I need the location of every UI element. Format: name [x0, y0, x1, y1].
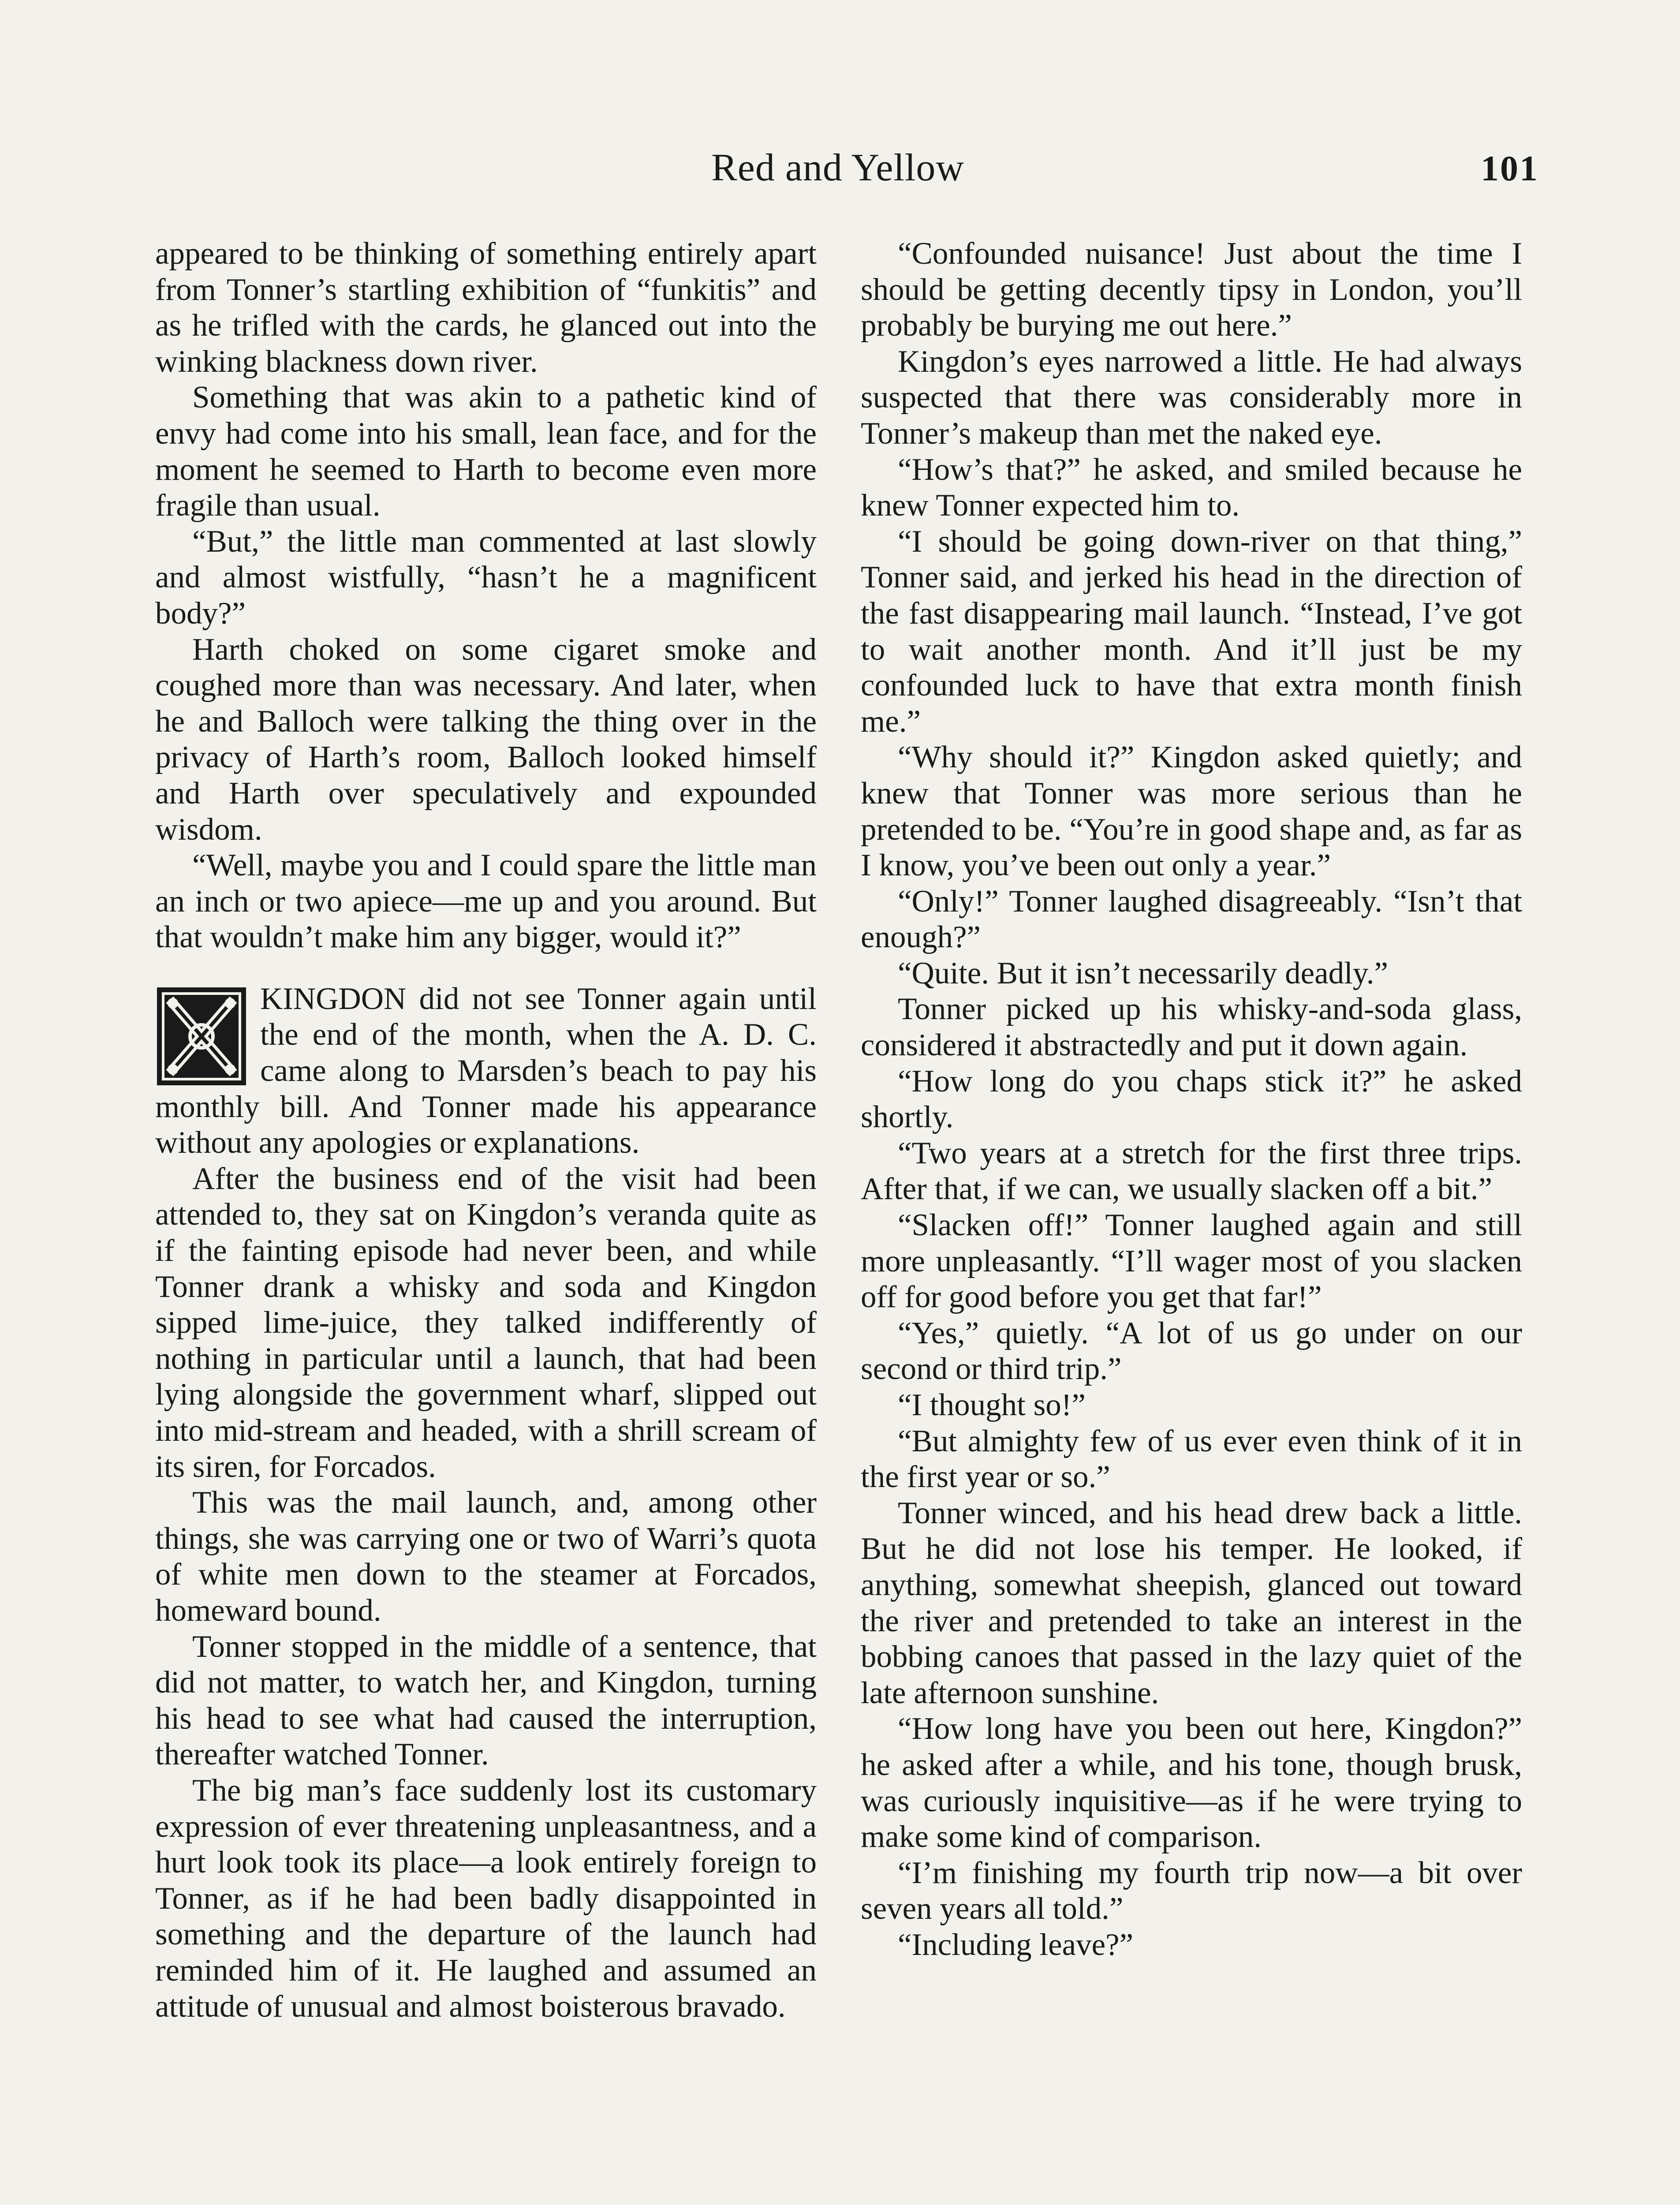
paragraph: Something that was akin to a pathetic kind of envy had come into his small, lean face, and for the moment he seemed to Harth to become even more fragile than usual.	[155, 380, 817, 523]
paragraph: “I’m finishing my fourth trip now—a bit over seven years all told.”	[861, 1855, 1522, 1926]
running-title: Red and Yellow	[711, 146, 964, 189]
paragraph: After the business end of the visit had been attended to, they sat on Kingdon’s veranda quite as if the fainting episode had never been, and while Tonner drank a whisky and soda and Kingdon sipped lime-juice, they talked indifferently of nothing in particular until a launch, that had been lying alongside the government wharf, slipped out into mid-stream and headed, with a shrill scream of its siren, for Forcados.	[155, 1161, 817, 1484]
paragraph: appeared to be thinking of something entirely apart from Tonner’s startling exhibition of “funkitis” and as he trifled with the cards, he glanced out into the winking blackness down river.	[155, 236, 817, 379]
page-number: 101	[1481, 148, 1539, 188]
paragraph: “Including leave?”	[898, 1927, 1134, 1962]
paragraph: “I thought so!”	[898, 1388, 1086, 1422]
paragraph: “But almighty few of us ever even think of it in the first year or so.”	[861, 1424, 1522, 1495]
paragraph: “Only!” Tonner laughed disagreeably. “Isn’t that enough?”	[861, 884, 1522, 955]
paragraph: “But,” the little man commented at last slowly and almost wistfully, “hasn’t he a magnificent body?”	[155, 524, 817, 631]
paragraph: Harth choked on some cigaret smoke and coughed more than was necessary. And later, when he and Balloch were talking the thing over in the privacy of Harth’s room, Balloch looked himself and Harth over speculatively and expounded wisdom.	[155, 632, 817, 847]
paragraph: “Yes,” quietly. “A lot of us go under on our second or third trip.”	[861, 1316, 1522, 1387]
paragraph: “How long have you been out here, Kingdon?” he asked after a while, and his tone, though brusk, was curiously inquisitive—as if he were trying to make some kind of comparison.	[861, 1712, 1522, 1854]
paragraph: Tonner winced, and his head drew back a little. But he did not lose his temper. He looked, if anything, somewhat sheepish, glanced out toward the river and pretended to take an interest in the bobbing canoes that passed in the lazy quiet of the late afternoon sunshine.	[861, 1495, 1522, 1710]
ornamental-dropcap-icon	[155, 986, 248, 1087]
paragraph: “Slacken off!” Tonner laughed again and still more unpleasantly. “I’ll wager most of you slacken off for good before you get that far!”	[861, 1208, 1522, 1315]
paragraph: “Two years at a stretch for the first three trips. After that, if we can, we usually slacken off a bit.”	[861, 1136, 1522, 1207]
paragraph: Tonner picked up his whisky-and-soda glass, considered it abstractedly and put it down again.	[861, 992, 1522, 1063]
paragraph: “Quite. But it isn’t necessarily deadly.”	[898, 956, 1389, 990]
paragraph: “I should be going down-river on that thing,” Tonner said, and jerked his head in the direction of the fast disappearing mail launch. “Instead, I’ve got to wait another month. And it’ll just be my confounded luck to have that extra month finish me.”	[861, 524, 1522, 739]
left-column	[155, 236, 817, 2025]
paragraph: This was the mail launch, and, among other things, she was carrying one or two of Warri’s quota of white men down to the steamer at Forcados, homeward bound.	[155, 1485, 817, 1628]
paragraph: Tonner stopped in the middle of a sentence, that did not matter, to watch her, and Kingdon, turning his head to see what had caused the interruption, thereafter watched Tonner.	[155, 1629, 817, 1772]
paragraph: The big man’s face suddenly lost its customary expression of ever threatening unpleasantness, and a hurt look took its place—a look entirely foreign to Tonner, as if he had been badly disappointed in something and the departure of the launch had reminded him of it. He laughed and assumed an attitude of unusual and almost boisterous bravado.	[155, 1773, 817, 2024]
paragraph: “How’s that?” he asked, and smiled because he knew Tonner expected him to.	[861, 452, 1522, 523]
section-opening-text: KINGDON did not see Tonner again until the end of the month, when the A. D. C. came along to Marsden’s beach to pay his monthly bill. And Tonner made his appearance without any apologies or explanations.	[155, 981, 817, 1160]
right-column	[861, 236, 1522, 1963]
paragraph: “Why should it?” Kingdon asked quietly; and knew that Tonner was more serious than he pretended to be. “You’re in good shape and, as far as I know, you’ve been out only a year.”	[861, 740, 1522, 883]
section-start	[155, 981, 817, 1161]
paragraph: “Well, maybe you and I could spare the little man an inch or two apiece—me up and you around. But that wouldn’t make him any bigger, would it?”	[155, 848, 817, 955]
paragraph: “How long do you chaps stick it?” he asked shortly.	[861, 1064, 1522, 1135]
paragraph: “Confounded nuisance! Just about the time I should be getting decently tipsy in London, you’ll probably be burying me out here.”	[861, 236, 1522, 343]
paragraph: Kingdon’s eyes narrowed a little. He had always suspected that there was considerably more in Tonner’s makeup than met the naked eye.	[861, 344, 1522, 451]
